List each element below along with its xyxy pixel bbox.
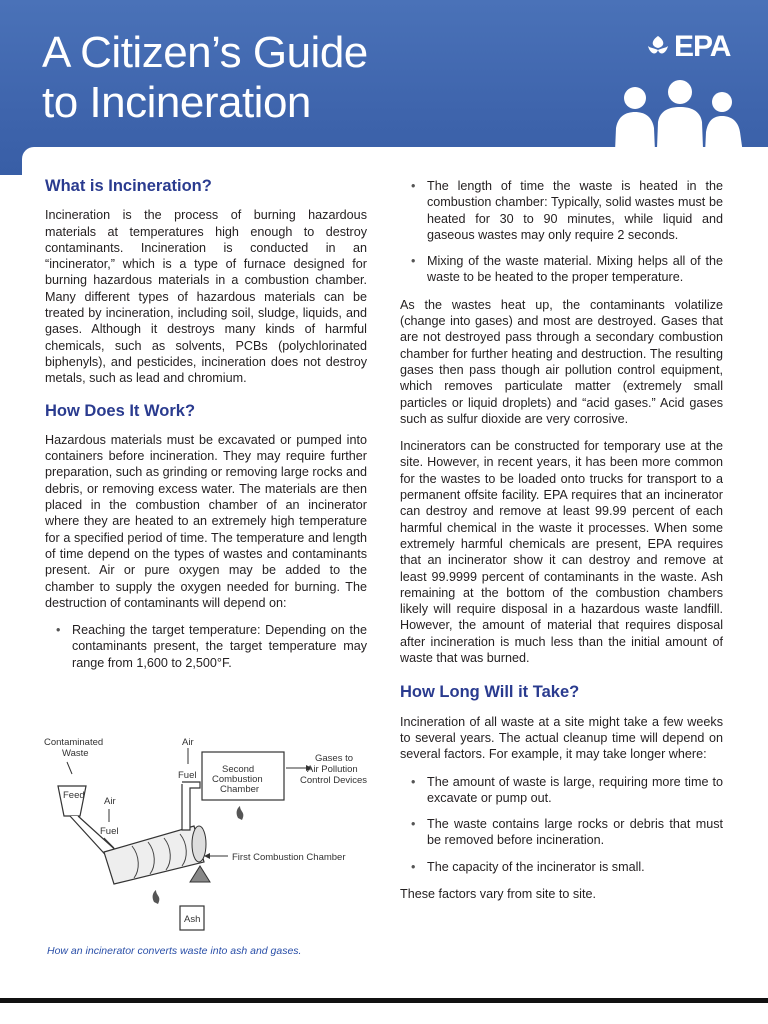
label-air-pollution: Air Pollution [307, 764, 358, 775]
list-item: • Reaching the target temperature: Depending on the contaminants present, the target temperature may range from 1,600 to 2,500°F. [45, 622, 367, 671]
right-column [400, 178, 723, 913]
epa-logo: EPA [646, 30, 730, 64]
list-item: • The waste contains large rocks or debris that must be removed before incineration. [400, 816, 723, 849]
paragraph: As the wastes heat up, the contaminants volatilize (change into gases) and most are destroyed. Gases that are not destroyed pass through a secondary combustion chamber for further heating and destruction. The resulting gases then pass though air pollution control equipment, which removes particulate matter (extremely small particles or liquid droplets) and “acid gases.” Acid gases such as sulfur dioxide are very corrosive. [400, 297, 723, 426]
bullet-list [400, 774, 723, 875]
flame-icon [153, 890, 160, 904]
paragraph: Incinerators can be constructed for temporary use at the site. However, in recent years, it has been more common for the wastes to be loaded onto trucks for transport to a permanent offsite facility. EPA requires that an incinerator can destroy and remove at least 99.99 percent of each harmful chemical in the waste it processes. When some extremely harmful chemicals are present, EPA requires that an incinerator show it can destroy and remove at least 99.9999 percent of contaminants in the waste. Ash remaining at the bottom of the combustion chambers likely will require disposal in a hazardous waste landfill. However, the amount of material that requires disposal after incineration is much less than the initial amount of waste that was burned. [400, 439, 723, 666]
label-first-chamber: First Combustion Chamber [232, 852, 346, 863]
heading-how-does-it-work: How Does It Work? [45, 401, 196, 420]
footer-rule [0, 998, 768, 1003]
flame-icon [237, 806, 244, 820]
heading-what-is-incineration: What is Incineration? [45, 177, 212, 195]
diagram-caption: How an incinerator converts waste into ash and gases. [47, 945, 302, 957]
label-waste: Waste [62, 748, 89, 759]
list-item: • Mixing of the waste material. Mixing helps all of the waste to be heated to the proper temperature. [400, 253, 723, 286]
paragraph: Hazardous materials must be excavated or pumped into containers before incineration. They may require further preparation, such as grinding or removing large rocks and debris, or removing excess water. The materials are then placed in the combustion chamber of an incinerator where they are heated to an extremely high temperature for a specified period of time. The temperature and length of time depend on the types of wastes and contaminants present. Air or pure oxygen may be added to the chamber to supply the oxygen needed for burning. The destruction of contaminants will depend on: [45, 432, 368, 610]
label-ash: Ash [184, 914, 201, 925]
label-second: Second [222, 764, 255, 775]
paragraph: These factors vary from site to site. [400, 886, 596, 901]
heading-how-long: How Long Will it Take? [400, 683, 580, 702]
label-fuel-lower: Fuel [100, 826, 119, 837]
paragraph: Incineration is the process of burning hazardous materials at temperatures high enough to destroy contaminants. Incineration is conducted in an “incinerator,” which is a type of furnace designed for burning hazardous materials in a combustion chamber. Many different types of hazardous materials can be treated by incineration, including soil, sludge, liquids, and gases. Although it destroys many kinds of harmful chemicals, such as solvents, PCBs (polychlorinated biphenyls), and pesticides, incineration does not destroy metals, such as lead and chromium. [45, 208, 367, 386]
label-air-upper: Air [182, 737, 194, 748]
list-item: • The length of time the waste is heated in the combustion chamber: Typically, solid wastes must be heated for 30 to 90 minutes, while liquid and gaseous wastes may only require 2 seconds. [400, 178, 723, 243]
label-combustion: Combustion [212, 774, 263, 785]
label-gases-to: Gases to [315, 753, 354, 764]
left-column [45, 178, 367, 682]
label-control-devices: Control Devices [300, 775, 368, 786]
label-air-lower: Air [104, 796, 116, 807]
epa-flower-icon [646, 34, 670, 60]
incinerator-diagram [42, 734, 372, 934]
list-item: • The amount of waste is large, requiring more time to excavate or pump out. [400, 774, 723, 807]
page-title: A Citizen’s Guide to Incineration [42, 28, 368, 127]
paragraph: Incineration of all waste at a site might take a few weeks to several years. The actual cleanup time will depend on several factors. For example, it may take longer where: [400, 714, 723, 762]
label-chamber: Chamber [220, 784, 260, 795]
bullet-list [45, 622, 367, 671]
list-item: • The capacity of the incinerator is small. [400, 859, 723, 875]
label-feed: Feed [63, 790, 85, 801]
bullet-list [400, 178, 723, 286]
label-contaminated: Contaminated [44, 737, 104, 748]
label-fuel-upper: Fuel [178, 770, 197, 781]
